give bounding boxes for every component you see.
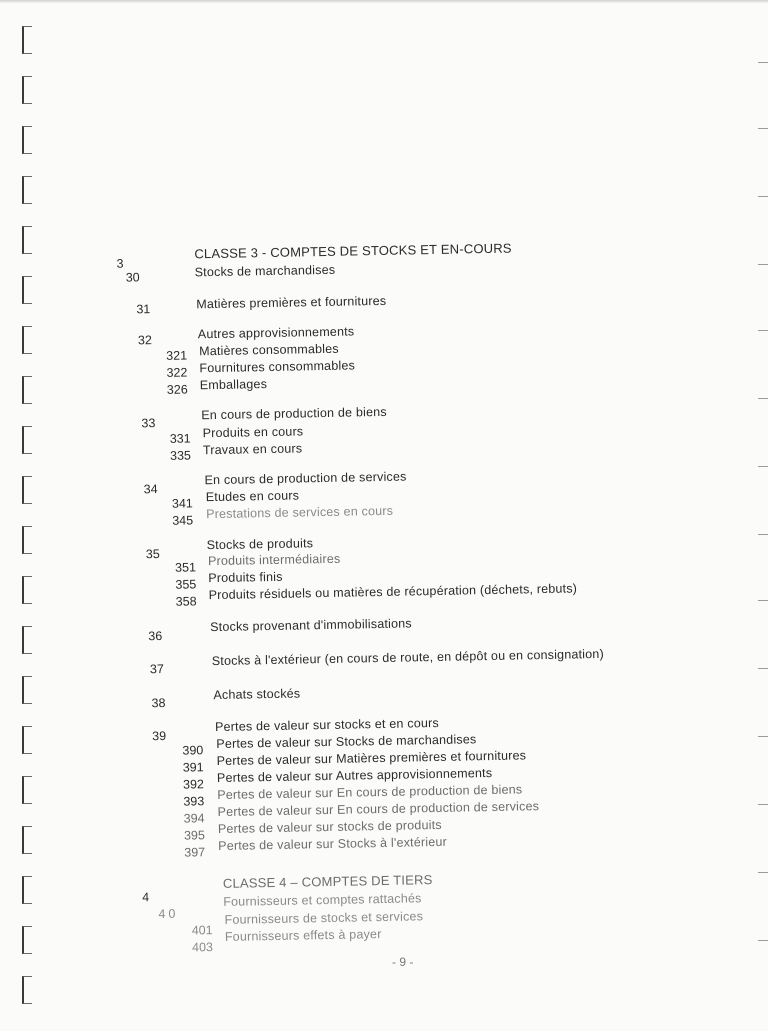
subaccount-code: 395 — [183, 828, 206, 843]
subaccount-code: 390 — [182, 743, 204, 758]
subaccount-label: Etudes en cours — [205, 488, 300, 505]
account-label: En cours de production de services — [204, 469, 407, 488]
account-label: Fournisseurs et comptes rattachés — [223, 891, 422, 909]
subaccount-code: 397 — [184, 845, 206, 860]
account-label: Stocks provenant d'immobilisations — [210, 616, 412, 635]
account-label: Achats stockés — [213, 686, 301, 703]
class-code: 4 — [142, 890, 150, 905]
subaccount-code: 403 — [191, 940, 214, 955]
subaccount-label: Pertes de valeur sur Autres approvisionnements — [216, 765, 493, 786]
account-label: Stocks à l'extérieur (en cours de route, en dépôt ou en consignation) — [211, 646, 604, 669]
account-code: 36 — [148, 629, 163, 644]
subaccount-label: Pertes de valeur sur Stocks de marchandises — [216, 732, 477, 752]
subaccount-code: 392 — [182, 777, 205, 792]
subaccount-label: Produits résiduels ou matières de récupération (déchets, rebuts) — [208, 581, 578, 603]
subaccount-label: Prestations de services en cours — [206, 503, 394, 522]
subaccount-label: Produits en cours — [202, 424, 304, 441]
account-code: 30 — [125, 270, 140, 285]
account-label: Autres approvisionnements — [197, 324, 355, 342]
account-code: 34 — [143, 482, 158, 497]
class-title: CLASSE 4 – COMPTES DE TIERS — [222, 872, 433, 891]
account-label: En cours de production de biens — [201, 404, 387, 423]
account-code: 40 — [158, 906, 179, 922]
account-label: Matières premières et fournitures — [196, 293, 387, 312]
subaccount-code: 335 — [169, 448, 192, 463]
subaccount-code: 341 — [171, 496, 193, 511]
subaccount-label: Emballages — [199, 377, 268, 393]
account-label: Stocks de produits — [206, 536, 314, 553]
subaccount-label: Produits intermédiaires — [207, 551, 341, 569]
account-code: 32 — [137, 333, 152, 348]
subaccount-label: Matières consommables — [199, 341, 339, 359]
account-code: 37 — [149, 661, 164, 677]
subaccount-label: Pertes de valeur sur En cours de production de services — [217, 799, 540, 820]
subaccount-code: 345 — [172, 513, 194, 528]
subaccount-label: Fournitures consommables — [199, 358, 356, 376]
subaccount-code: 393 — [183, 794, 205, 809]
subaccount-label: Pertes de valeur sur stocks de produits — [217, 817, 442, 837]
subaccount-label: Pertes de valeur sur Stocks à l'extérieur — [218, 834, 448, 854]
account-code: 35 — [145, 547, 160, 562]
subaccount-code: 391 — [182, 760, 204, 775]
account-code: 33 — [141, 416, 156, 431]
subaccount-label: Pertes de valeur sur Matières premières et fournitures — [216, 748, 527, 769]
subaccount-code: 351 — [174, 560, 197, 575]
account-label: Stocks de marchandises — [194, 262, 336, 280]
account-code: 38 — [151, 695, 166, 711]
class-title: CLASSE 3 - COMPTES DE STOCKS ET EN-COURS — [194, 240, 512, 262]
subaccount-label: Fournisseurs effets à payer — [224, 927, 382, 944]
subaccount-label: Produits finis — [208, 569, 283, 586]
subaccount-code: 321 — [166, 348, 188, 363]
subaccount-label: Fournisseurs de stocks et services — [224, 909, 424, 927]
account-label: Pertes de valeur sur stocks et en cours — [214, 715, 439, 735]
subaccount-code: 331 — [169, 431, 191, 446]
subaccount-code: 358 — [175, 594, 197, 609]
page-number: - 9 - — [392, 955, 414, 969]
class-code: 3 — [116, 256, 124, 271]
subaccount-code: 322 — [166, 365, 188, 380]
subaccount-label: Travaux en cours — [202, 441, 303, 458]
subaccount-code: 401 — [191, 923, 213, 938]
subaccount-label: Pertes de valeur sur En cours de production de biens — [217, 782, 523, 803]
subaccount-code: 326 — [166, 382, 188, 397]
account-code: 31 — [136, 302, 151, 317]
account-code: 39 — [152, 728, 167, 744]
subaccount-code: 355 — [175, 577, 197, 592]
subaccount-code: 394 — [183, 811, 205, 826]
